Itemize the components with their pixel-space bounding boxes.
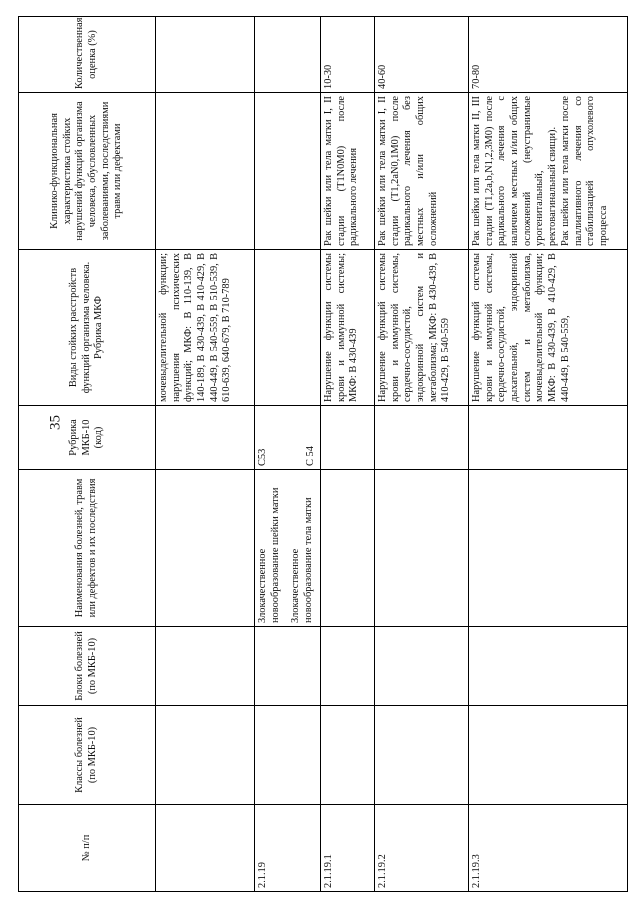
table-row	[255, 17, 321, 892]
header-code: Рубрика МКБ-10 (код)	[19, 406, 156, 470]
table-row	[156, 17, 255, 892]
row2-score: 10-30	[321, 17, 375, 93]
row4-score: 70-80	[469, 17, 628, 93]
row4-kinds: Нарушение функций системы крови и иммунной системы, сердечно-сосудистой, дыхательной, эндокринной систем и метаболизма, мочевыделительной функции; МКФ: В 430-439, В 410-429, В 440-449, В 540-559,	[469, 250, 628, 406]
header-names: Наименования болезней, травм или дефектов и их последствия	[19, 470, 156, 627]
row2-clinical: Рак шейки или тела матки I, II стадии (T1N0M0) после радикального лечения	[321, 93, 375, 250]
row1-code2: C 54	[305, 446, 317, 466]
row1-code1: C53	[257, 448, 268, 466]
header-score: Количественная оценка (%)	[19, 17, 156, 93]
header-row	[19, 17, 156, 892]
page-number: 35	[47, 415, 64, 430]
header-blocks: Блоки болезней (по МКБ-10)	[19, 627, 156, 706]
row2-num: 2.1.19.1	[321, 805, 375, 892]
row2-kinds: Нарушение функции системы крови и иммунной системы; МКФ: В 430-439	[321, 250, 375, 406]
table-row	[321, 17, 375, 892]
table-row	[469, 17, 628, 892]
row3-score: 40-60	[375, 17, 469, 93]
header-classes: Классы болезней (по МКБ-10)	[19, 706, 156, 805]
header-num: № п/п	[19, 805, 156, 892]
row4-num: 2.1.19.3	[469, 805, 628, 892]
row3-clinical: Рак шейки или тела матки I, II стадии (T1,2aN0,1M0) после радикального лечения без местных и/или общих осложнений	[375, 93, 469, 250]
row1-name1: Злокачественное новообразование шейки матки	[257, 487, 281, 623]
header-kinds: Виды стойких расстройств функций организма человека. Рубрика МКФ	[19, 250, 156, 406]
header-clinical: Клинико-функциональная характеристика стойких нарушений функций организма человека, обусловленных заболеваниями, последствиями травм или дефектами	[19, 93, 156, 250]
row1-num: 2.1.19	[255, 805, 321, 892]
row0-kinds: мочевыделительной функции; нарушения психических функций; МКФ: В 110-139, В 140-189, В 430-439, В 410-429, В 440-449, В 540-559, В 510-539, В 610-639, 640-679, В 710-789	[156, 250, 255, 406]
row1-names	[255, 470, 321, 627]
row4-clinical2: Рак шейки или тела матки после паллиативного лечения со стабилизацией опухолевого процесса	[559, 96, 609, 246]
rotated-table-wrapper	[18, 17, 628, 892]
row4-clinical1: Рак шейки или тела матки II, III стадии (T1,2a,b,N1,2,3M0) после радикального лечения с наличием местных и/или общих осложнений (неустранимые урогенитальный, ректовагинальный свищи).	[471, 96, 559, 246]
table-row	[375, 17, 469, 892]
row4-clinical	[469, 93, 628, 250]
row1-name2: Злокачественное новообразование тела матки	[290, 497, 315, 623]
row3-kinds: Нарушение функций системы крови и иммунной системы, сердечно-сосудистой, эндокринной систем и метаболизма; МКФ: В 430-439, В 410-429, В 540-559	[375, 250, 469, 406]
row3-num: 2.1.19.2	[375, 805, 469, 892]
disease-table	[18, 16, 628, 892]
row1-codes	[255, 406, 321, 470]
